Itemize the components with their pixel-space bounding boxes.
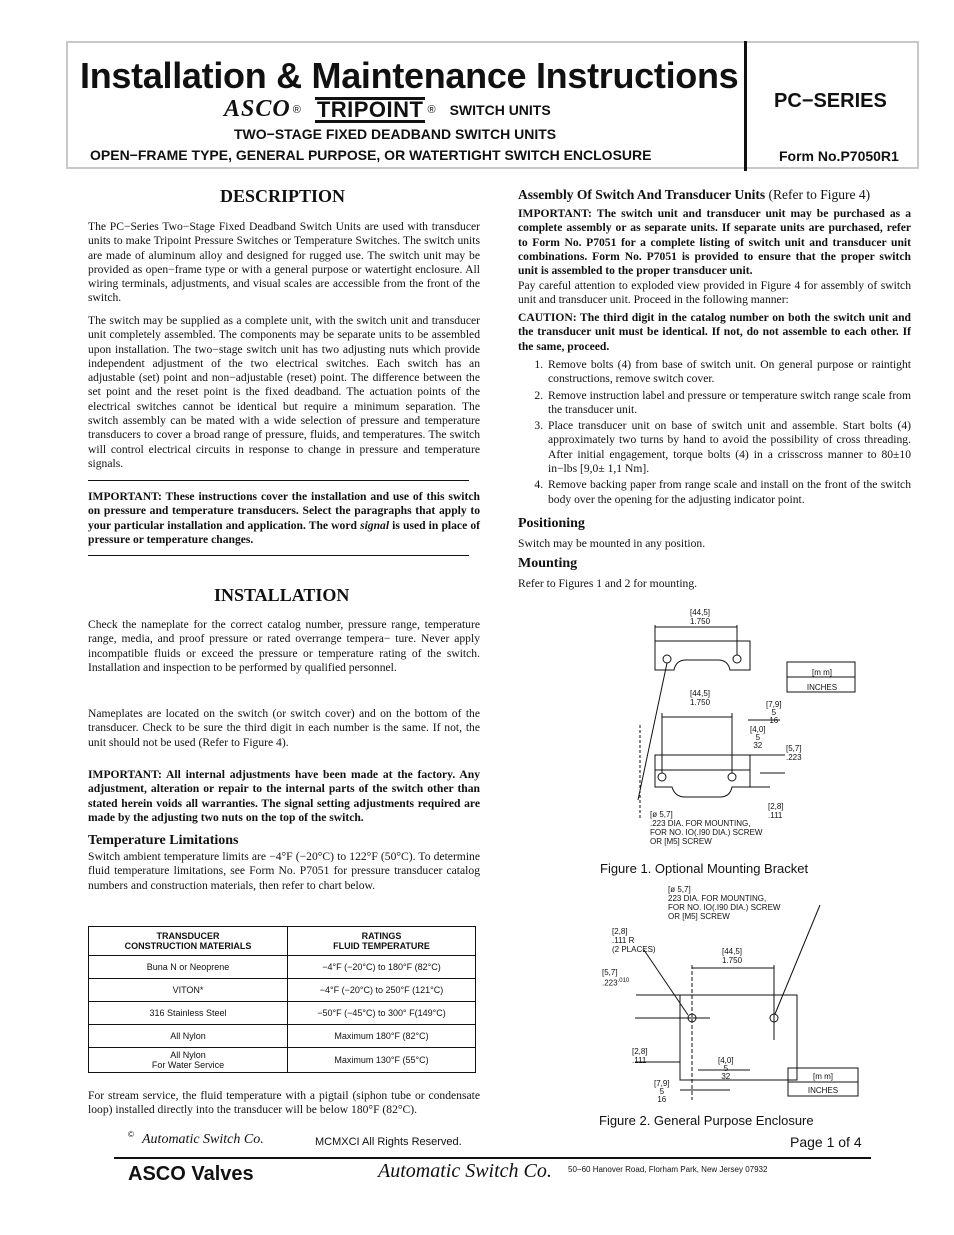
dim-num: 5 [659,1087,665,1096]
description-heading: DESCRIPTION [220,186,346,206]
list-item: 4. Remove backing paper from range scale and install on the front of the switch body over the opening for the adjusting indicator point. [546,478,911,507]
fluid-temperature-table [88,926,476,1073]
table-cell: −4°F (−20°C) to 180°F (82°C) [288,956,476,979]
dim-mm: [44,5] [690,689,711,698]
fig1-dim-1 [690,608,710,626]
dim-mm: [44,5] [722,947,743,956]
fig2-unit-legend [788,1070,858,1098]
dim-in: .111 [768,811,783,820]
dim-mm: [4,0] [750,725,766,734]
registered-mark: ® [427,103,436,116]
dim-value: .223 [602,978,618,988]
copyright-symbol: © [128,1130,134,1139]
legend-mm: [m m] [813,1072,833,1081]
fig1-dim-4 [750,726,766,750]
dim-mm: [4,0] [718,1056,734,1065]
fig2-radius-dim [612,927,656,954]
header-line: RATINGS [361,931,402,941]
table-header [288,927,476,956]
dim-mm: [5,7] [602,968,618,977]
fig1-dim-2 [690,689,710,707]
dim-den: 32 [753,741,763,750]
assembly-steps [518,358,911,509]
page-number: Page 1 of 4 [790,1134,862,1150]
fig2-edge-dim [718,1057,734,1081]
assembly-heading-text: Assembly Of Switch And Transducer Units [518,187,766,202]
dim-mm: [2,8] [632,1047,648,1056]
fig1-hole-callout [650,810,762,846]
enclosure-outline [680,995,797,1080]
dim-in: 1.750 [722,956,743,965]
table-cell [89,1048,288,1073]
dim-in: 1.750 [690,698,711,707]
switch-units-label: SWITCH UNITS [449,101,551,118]
dim-in: .223 [786,753,802,762]
steps-list [518,358,911,507]
installation-heading: INSTALLATION [214,585,350,605]
dim-mm: [7,9] [766,700,782,709]
important-note-text: IMPORTANT: These instructions cover the installation and use of this switch on pressure and temperature transducers. Select the paragraphs that apply to your particular installation and application. The word [88,490,480,532]
important-note [88,490,480,547]
callout-line: .223 DIA. FOR MOUNTING, [650,819,751,828]
temperature-paragraph: Switch ambient temperature limits are −4°F (−20°C) to 122°F (50°C). To determine fluid temperature limitations, see Form No. P7051 for pressure transducer catalog numbers and construction materials, then refer to chart below. [88,850,480,892]
table-header [89,927,288,956]
logo-row [224,96,551,126]
figure-1-caption: Figure 1. Optional Mounting Bracket [600,861,809,876]
table-cell: VITON* [89,979,288,1002]
cell-line: All Nylon [170,1050,206,1060]
description-paragraph-1: The PC−Series Two−Stage Fixed Deadband Switch Units are used with transducer units to make Tripoint Pressure Switches or Temperature Switches. The switch units are made of aluminum alloy and designed for rugged use. The switch unit may be provided as open−frame type or with a general purpose or watertight enclosure. All wiring terminals, adjustments, and visual scales are accessible from the front of the switch. [88,220,480,305]
stream-service-paragraph: For stream service, the fluid temperature with a pigtail (siphon tube or condensate loop) installed directly into the transducer will be below 180°F (82°C). [88,1089,480,1117]
dim-in: .111 R [612,936,635,945]
positioning-heading: Positioning [518,516,585,531]
registered-mark: ® [292,103,301,116]
mounting-text: Refer to Figures 1 and 2 for mounting. [518,577,698,590]
asco-logo: ASCO [224,96,291,122]
table-cell: Buna N or Neoprene [89,956,288,979]
table-row [89,1048,476,1073]
brand-name: ASCO Valves [128,1163,254,1185]
installation-paragraph-2: Nameplates are located on the switch (or switch cover) and on the bottom of the transducer. Check to be sure the third digit in each number is the same. If not, the unit should not be used (Refer to Figure 4). [88,707,480,749]
cell-line: For Water Service [151,1060,225,1070]
dim-num: 5 [723,1064,729,1073]
important-note-emphasis: signal [360,518,390,532]
header-line: FLUID TEMPERATURE [333,941,430,951]
table-cell: 316 Stainless Steel [89,1002,288,1025]
table-cell: Maximum 180°F (82°C) [288,1025,476,1048]
table-row [89,1025,476,1048]
header-divider [744,41,747,171]
company-logo-large: Automatic Switch Co. [378,1160,552,1182]
table-row [89,979,476,1002]
dim-den: 32 [721,1072,731,1081]
mounting-hole [728,773,736,781]
table-cell: −50°F (−45°C) to 300° F(149°C) [288,1002,476,1025]
legend-in: INCHES [807,1086,839,1095]
dim-mm: [2,8] [612,927,628,936]
fig1-dim-3 [766,701,782,725]
dim-num: 5 [755,733,761,742]
positioning-text: Switch may be mounted in any position. [518,537,706,550]
fig2-offset-dim [654,1080,670,1104]
dim-in: 1.750 [690,617,711,626]
mounting-hole [733,655,741,663]
installation-important-note: IMPORTANT: All internal adjustments have been made at the factory. Any adjustment, alteration or repair to the internal parts of the switch other than stated herein voids all warranties. The signal setting adjustments required are made by the adjusting two nuts on the top of the switch. [88,768,480,824]
table-row [89,1002,476,1025]
fig1-dim-5 [786,744,802,762]
legend-in: INCHES [806,683,838,692]
tripoint-logo: TRIPOINT [316,96,424,122]
installation-paragraph-1: Check the nameplate for the correct catalog number, pressure range, temperature range, media, and proof pressure or rated overrange tempera− ture. Never apply incompatible fluids or exceed the pressure or temperature rating of the switch. Installation and inspection to be performed by qualified personnel. [88,618,480,674]
company-logo: Automatic Switch Co. [142,1132,264,1147]
header-line: CONSTRUCTION MATERIALS [124,941,252,951]
mounting-hole [658,773,666,781]
dim-den: 16 [769,716,779,725]
assembly-heading [518,187,870,203]
form-number: Form No.P7050R1 [779,148,899,164]
subtitle-1: TWO−STAGE FIXED DEADBAND SWITCH UNITS [234,126,557,142]
list-item: 3. Place transducer unit on base of switch unit and assemble. Start bolts (4) approximately two turns by hand to avoid the possibility of cross threading. After initial engagement, torque bolts (4) in a crisscross manner to 80±10 in−lbs [9,0± 1,1 Nm]. [546,419,911,476]
assembly-caution: CAUTION: The third digit in the catalog number on both the switch unit and the transducer unit must be identical. If not, do not assemble to each other. If the same, proceed. [518,311,911,353]
table-header-row [89,927,476,956]
page-title: Installation & Maintenance Instructions [80,55,739,96]
dim-in: .111 [632,1056,647,1065]
fig1-unit-legend [788,665,856,695]
address: 50−60 Hanover Road, Florham Park, New Jersey 07932 [568,1165,768,1174]
callout-line: OR [M5] SCREW [650,837,712,846]
table-cell: Maximum 130°F (55°C) [288,1048,476,1073]
callout-line: FOR NO. IO(.I90 DIA.) SCREW [650,828,763,837]
dim-mm: [44,5] [690,608,711,617]
mounting-hole [663,655,671,663]
mounting-heading: Mounting [518,556,578,571]
callout-line: 223 DIA. FOR MOUNTING, [668,894,767,903]
list-item: 1. Remove bolts (4) from base of switch unit. On general purpose or raintight constructions, remove switch cover. [546,358,911,387]
dim-num: 5 [771,708,777,717]
legend-mm: [m m] [812,668,832,677]
callout-line: FOR NO. IO(.I90 DIA.) SCREW [668,903,781,912]
figure-2-caption: Figure 2. General Purpose Enclosure [599,1113,814,1128]
important-note-text: is used in place of pressure or temperature changes. [88,518,480,546]
dim-den: 16 [657,1095,667,1104]
table-cell: All Nylon [89,1025,288,1048]
fig2-hole-callout [668,885,780,921]
footer-rule [114,1157,871,1159]
divider [88,555,469,556]
subtitle-2: OPEN−FRAME TYPE, GENERAL PURPOSE, OR WATERTIGHT SWITCH ENCLOSURE [90,147,652,163]
dim-mm: [2,8] [768,802,784,811]
callout-line: [ø 5,7] [668,885,691,894]
rights-text: MCMXCI All Rights Reserved. [315,1136,462,1148]
dim-note: (2 PLACES) [612,945,656,954]
list-item: 2. Remove instruction label and pressure or temperature switch range scale from the transducer unit. [546,389,911,418]
dim-tolerance: .010 [617,978,630,984]
assembly-important-note: IMPORTANT: The switch unit and transducer unit may be purchased as a complete assembly or as separate units. If separate units are purchased, refer to Form No. P7051 for a complete listing of switch unit and transducer unit combinations. Form No. P7051 is provided to ensure that the proper switch unit is assembled to the proper transducer unit. [518,207,911,278]
dim-mm: [5,7] [786,744,802,753]
dim-mm: [7,9] [654,1079,670,1088]
callout-line: OR [M5] SCREW [668,912,730,921]
series-label: PC−SERIES [774,90,887,112]
divider [88,480,469,481]
callout-line: [ø 5,7] [650,810,673,819]
description-paragraph-2: The switch may be supplied as a complete unit, with the switch unit and transducer unit completely assembled. The components may be separate units to be assembled upon installation. The two−stage switch unit has two adjusting nuts which provide independent adjustment of the two electrical switches. Each switch has an adjustable (set) point and non−adjustable (reset) point. The difference between the set point and the reset point is the fixed deadband. The actuation points of the electrical switches cannot be identical but require a minimum separation. The switch assembly can be mated with a wide selection of pressure and temperature transducers to cover a broad range of pressure, fluids, and temperatures. The switch will control electrical circuits in response to change in pressure and temperature signals. [88,314,480,470]
dim-in [602,977,629,988]
table-cell: −4°F (−20°C) to 250°F (121°C) [288,979,476,1002]
fig2-bottom-dim [632,1047,648,1065]
assembly-heading-ref: (Refer to Figure 4) [765,187,871,202]
fig2-spacing-dim [602,968,629,988]
assembly-paragraph: Pay careful attention to exploded view provided in Figure 4 for assembly of switch unit and transducer unit. Proceed in the following manner: [518,279,911,307]
header-line: TRANSDUCER [156,931,220,941]
temperature-heading: Temperature Limitations [88,833,239,848]
fig1-dim-6 [768,802,784,820]
fig2-width-dim [722,947,742,965]
table-row [89,956,476,979]
